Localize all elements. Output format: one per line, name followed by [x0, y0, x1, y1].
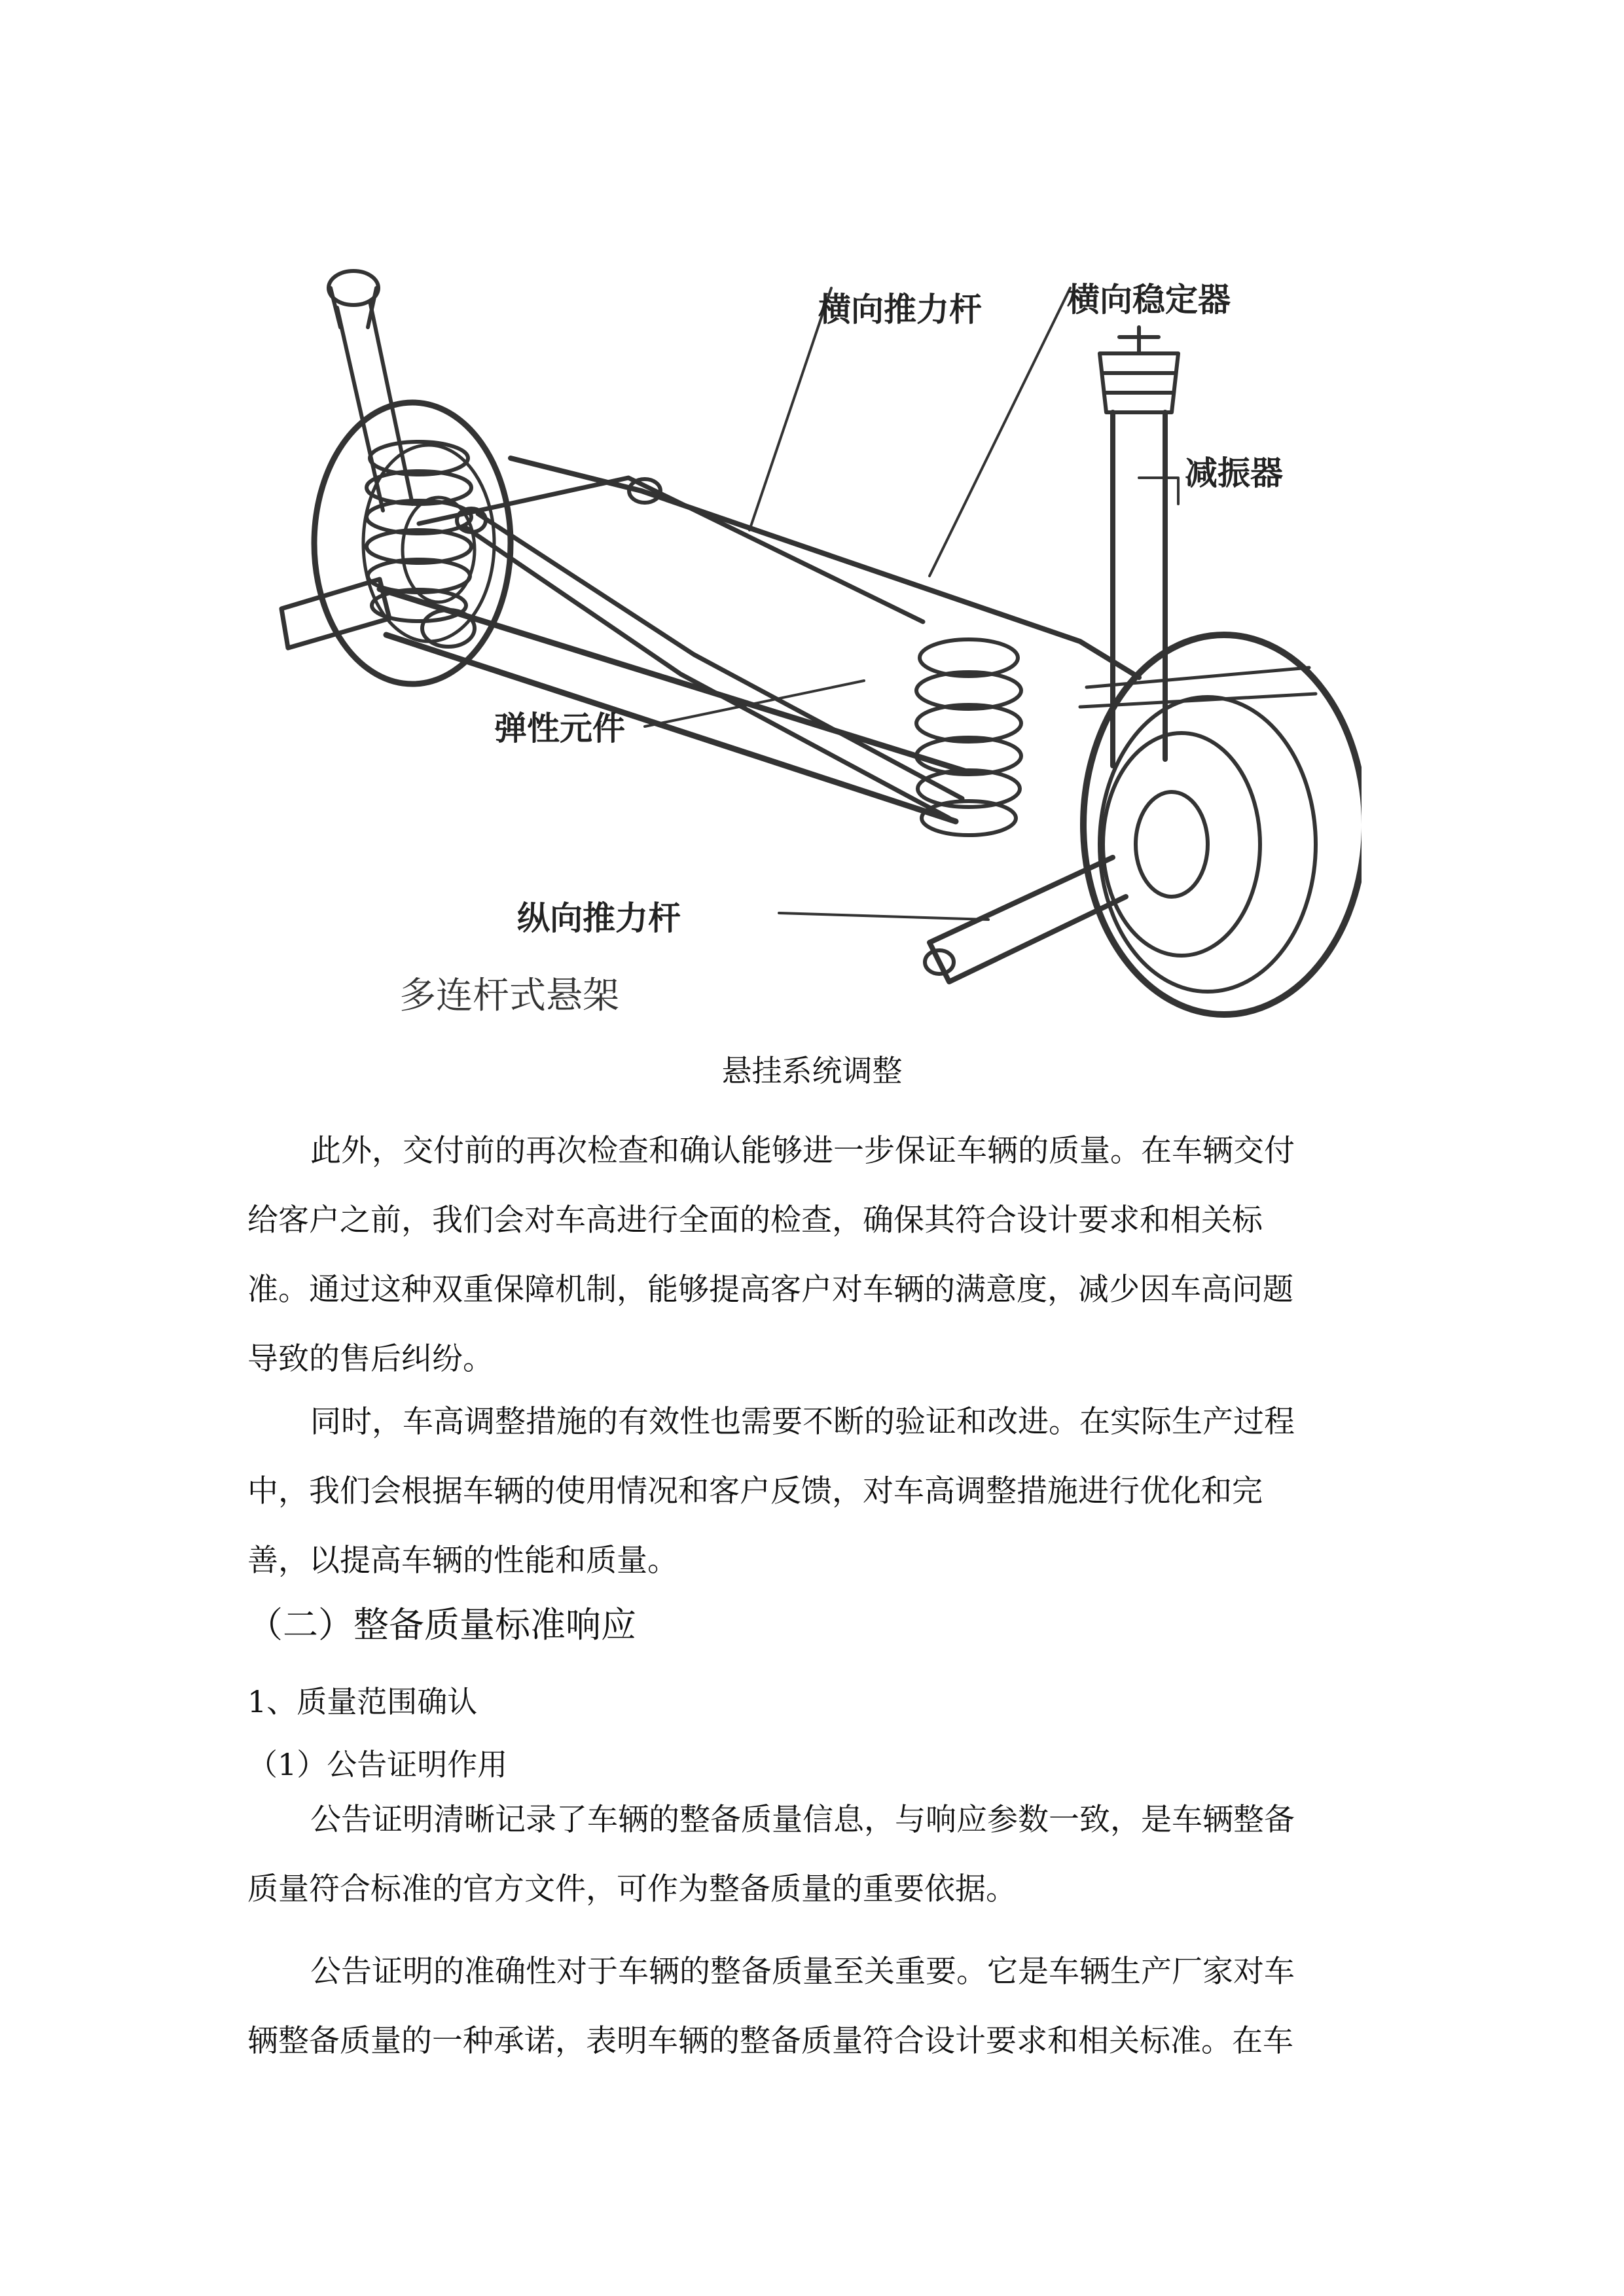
label-lateral-rod: 横向推力杆	[818, 291, 982, 329]
text-line: 此外，交付前的再次检查和确认能够进一步保证车辆的质量。在车辆交付	[310, 1133, 1295, 1169]
leader-lines	[645, 288, 1178, 920]
suspension-diagram	[262, 196, 1362, 1041]
paragraph-2	[247, 1388, 1386, 1596]
label-elastic-element: 弹性元件	[494, 709, 625, 747]
label-longitudinal-rod: 纵向推力杆	[517, 899, 681, 937]
subsection-heading: 1、质量范围确认	[247, 1684, 478, 1719]
text-line: 善，以提高车辆的性能和质量。	[247, 1543, 678, 1579]
label-suspension-type: 多连杆式悬架	[399, 975, 619, 1017]
item-heading: （1）公告证明作用	[247, 1747, 508, 1782]
label-shock-absorber: 减振器	[1185, 454, 1283, 492]
figure-caption: 悬挂系统调整	[721, 1053, 903, 1088]
text-line: 公告证明的准确性对于车辆的整备质量至关重要。它是车辆生产厂家对车	[310, 1954, 1295, 1990]
left-axle-stub	[281, 579, 389, 648]
stabilizer-bar	[511, 458, 1139, 677]
text-line: 给客户之前，我们会对车高进行全面的检查，确保其符合设计要求和相关标	[247, 1202, 1263, 1238]
label-stabilizer: 横向稳定器	[1067, 281, 1231, 319]
right-coil-spring	[916, 639, 1021, 835]
lateral-rod	[465, 514, 962, 818]
paragraph-3	[247, 1785, 1386, 1924]
text-line: 导致的售后纠纷。	[247, 1341, 494, 1377]
text-line: 准。通过这种双重保障机制，能够提高客户对车辆的满意度，减少因车高问题	[247, 1272, 1293, 1308]
section-heading: （二）整备质量标准响应	[247, 1604, 636, 1645]
paragraph-1	[247, 1117, 1386, 1394]
paragraph-4	[247, 1937, 1386, 2076]
text-line: 辆整备质量的一种承诺，表明车辆的整备质量符合设计要求和相关标准。在车	[247, 2023, 1293, 2059]
text-line: 同时，车高调整措施的有效性也需要不断的验证和改进。在实际生产过程	[310, 1404, 1295, 1440]
text-line: 质量符合标准的官方文件，可作为整备质量的重要依据。	[247, 1871, 1017, 1907]
right-wheel	[1083, 635, 1362, 1014]
text-line: 公告证明清晰记录了车辆的整备质量信息，与响应参数一致，是车辆整备	[310, 1802, 1295, 1838]
text-line: 中，我们会根据车辆的使用情况和客户反馈，对车高调整措施进行优化和完	[247, 1473, 1263, 1509]
